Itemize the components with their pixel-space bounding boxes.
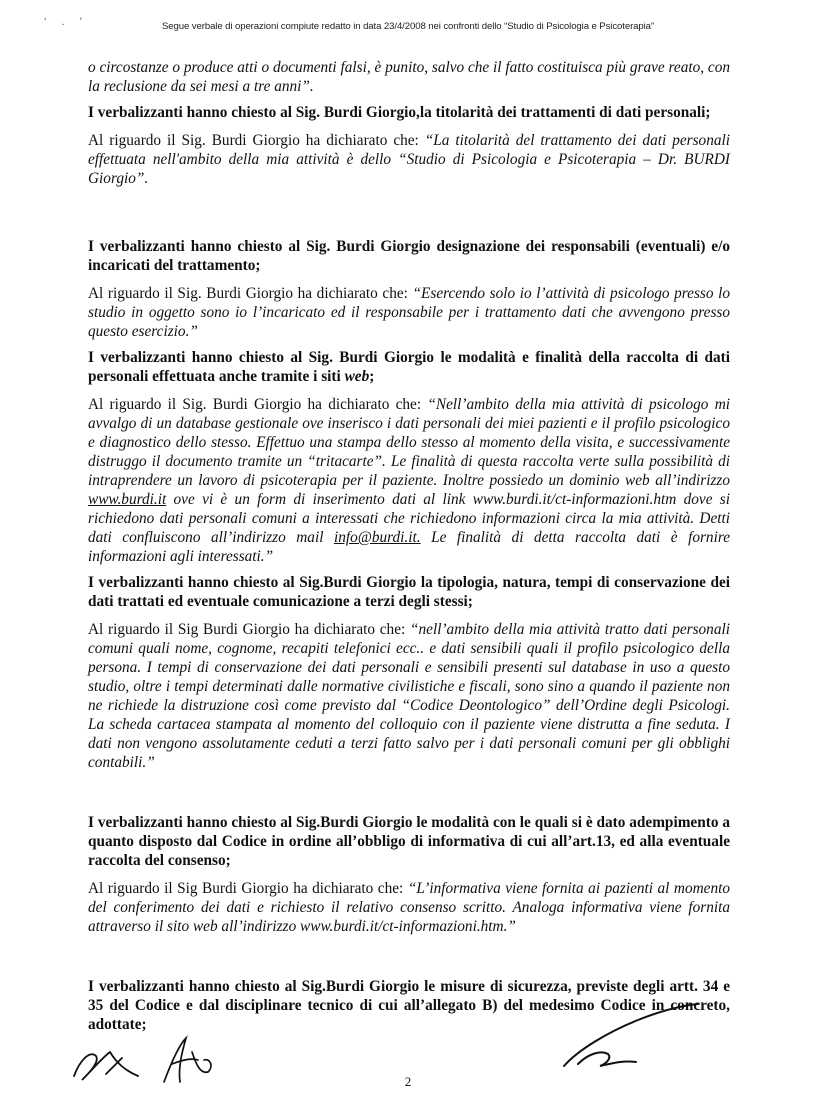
question-tipologia: I verbalizzanti hanno chiesto al Sig.Burdi Giorgio la tipologia, natura, tempi di conservazione dei dati trattati ed eventuale comunicazione a terzi degli stessi;: [88, 574, 730, 610]
document-body: [88, 58, 730, 1043]
signature-right: [548, 1002, 708, 1082]
continuation-text: o circostanze o produce atti o documenti falsi, è punito, salvo che il fatto costituisca più grave reato, con la reclusione da sei mesi a tre anni”.: [88, 59, 730, 95]
page-header: Segue verbale di operazioni compiute redatto in data 23/4/2008 nei confronti dello “Studio di Psicologia e Psicoterapia”: [162, 21, 654, 32]
answer-informativa: Al riguardo il Sig Burdi Giorgio ha dichiarato che: “L’informativa viene fornita ai pazienti al momento del conferimento dei dati e richiesto il relativo consenso scritto. Analoga informativa viene fornita attraverso il sito web all’indirizzo www.burdi.it/ct-informazioni.htm.”: [88, 880, 730, 935]
answer-tipologia: Al riguardo il Sig Burdi Giorgio ha dichiarato che: “nell’ambito della mia attività tratto dati personali comuni quali nome, cognome, recapiti telefonici ecc.. e dati sensibili quali il profilo psicologico della persona. I tempi di conservazione dei dati personali e sensibili presenti sul database in uso a questo studio, oltre i tempi determinati dalle normative civilistiche e fiscali, sono sino a quando il paziente non ne richiede la distruzione così come previsto dal “Codice Deontologico” dell’Ordine degli Psicologi. La scheda cartacea stampata al momento del colloquio con il paziente viene distrutta a fine seduta. I dati non vengono assolutamente ceduti a terzi fatto salvo per i dati personali comuni per gli obblighi contabili.”: [88, 621, 730, 771]
answer-modalita-raccolta: Al riguardo il Sig. Burdi Giorgio ha dichiarato che: “Nell’ambito della mia attività di psicologo mi avvalgo di un database gestionale ove inserisco i dati personali dei miei pazienti e il profilo psicologico e diagnostico dello stesso. Effettuo una stampa dello stesso al momento della visita, e successivamente distruggo il documento tramite un “tritacarte”. Le finalità di questa raccolta verte sulla possibilità di intraprendere un lavoro di psicoterapia per il paziente. Inoltre possiedo un dominio web all’indirizzo www.burdi.it ove vi è un form di inserimento dati al link www.burdi.it/ct-informazioni.htm dove si richiedono dati personali comuni a interessati che richiedono informazioni circa la mia attività. Detti dati confluiscono all’indirizzo mail info@burdi.it. Le finalità di detta raccolta dati è fornire informazioni agli interessati.”: [88, 396, 731, 565]
question-titolarita: I verbalizzanti hanno chiesto al Sig. Burdi Giorgio,la titolarità dei trattamenti di dati personali;: [88, 104, 711, 121]
question-responsabili: I verbalizzanti hanno chiesto al Sig. Burdi Giorgio designazione dei responsabili (eventuali) e/o incaricati del trattamento;: [88, 238, 730, 274]
page-number: 2: [404, 1074, 412, 1089]
question-informativa: I verbalizzanti hanno chiesto al Sig.Burdi Giorgio le modalità con le quali si è dato adempimento a quanto disposto dal Codice in ordine all’obbligo di informativa di cui all’art.13, ed alla eventuale raccolta del consenso;: [88, 814, 730, 869]
answer-responsabili: Al riguardo il Sig. Burdi Giorgio ha dichiarato che: “Esercendo solo io l’attività di psicologo presso lo studio in oggetto sono io l’incaricato ed il responsabile per i trattamento dati che avvengono presso questo esercizio.”: [88, 285, 731, 340]
answer-titolarita: Al riguardo il Sig. Burdi Giorgio ha dichiarato che: “La titolarità del trattamento dei dati personali effettuata nell'ambito della mia attività è dello “Studio di Psicologia e Psicoterapia – Dr. BURDI Giorgio”.: [88, 132, 730, 187]
scan-marks: ‘ . ’: [44, 16, 89, 28]
email-link[interactable]: info@burdi.it.: [333, 529, 421, 546]
question-misure-sicurezza: I verbalizzanti hanno chiesto al Sig.Burdi Giorgio le misure di sicurezza, previste degli artt. 34 e 35 del Codice e dal disciplinare tecnico di cui all’allegato B) del medesimo Codice in concreto, adottate;: [88, 978, 730, 1033]
question-modalita-raccolta: I verbalizzanti hanno chiesto al Sig. Burdi Giorgio le modalità e finalità della raccolta di dati personali effettuata anche tramite i siti web;: [88, 349, 730, 385]
website-link[interactable]: www.burdi.it: [88, 491, 167, 508]
